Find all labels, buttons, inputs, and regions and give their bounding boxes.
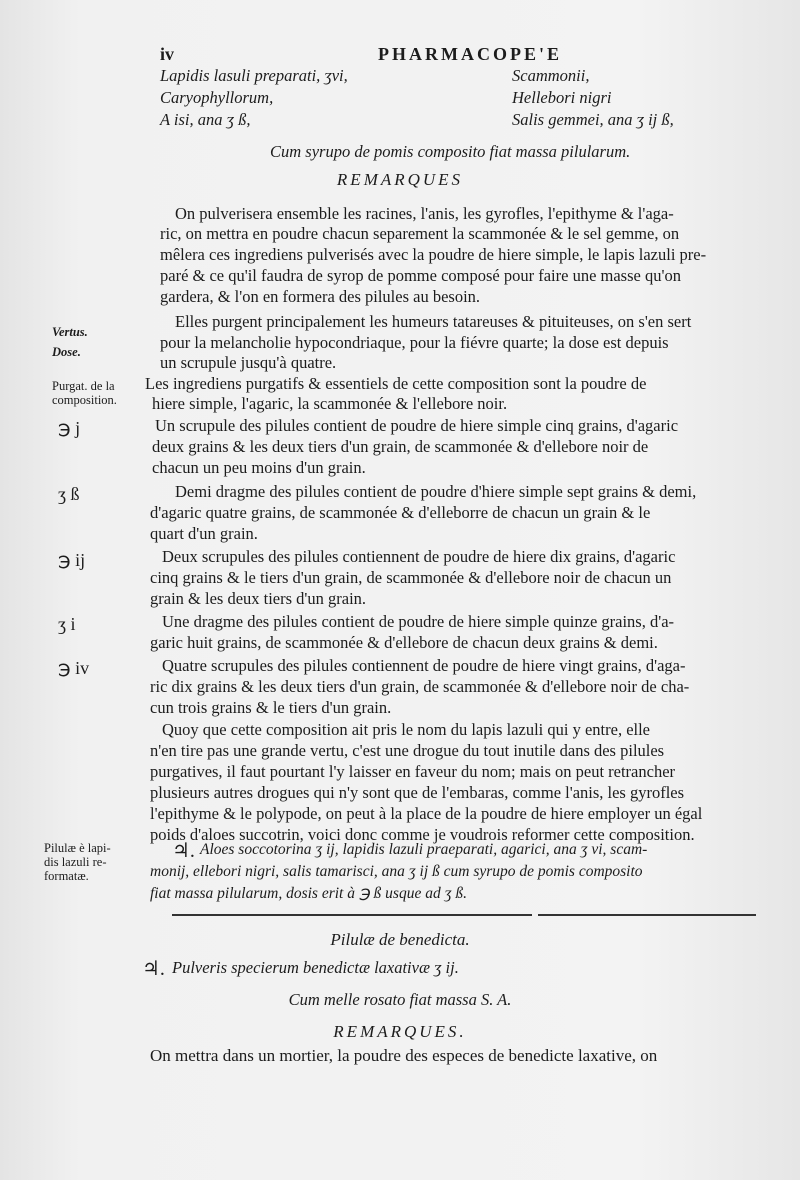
ingredient-right: Hellebori nigri [512, 88, 612, 107]
running-title: PHARMACOPE'E [378, 44, 562, 64]
text-line: deux grains & les deux tiers d'un grain, de scammonée & d'ellebore noir de [152, 437, 649, 456]
text-line: cinq grains & le tiers d'un grain, de scammonée & d'ellebore noir de chacun un [150, 568, 672, 587]
text-line: ric, on mettra en poudre chacun separement la scammonée & le sel gemme, on [160, 224, 680, 243]
margin-symbol: ℈ ij [58, 550, 86, 570]
text-line: Demi dragme des pilules contient de poudre d'hiere simple sept grains & demi, [175, 482, 697, 501]
separator-rule [172, 914, 532, 916]
recipe-symbol: ♃. [172, 840, 195, 862]
text-line: Quatre scrupules des pilules contiennent de poudre de hiere vingt grains, d'aga- [162, 656, 686, 675]
formula-line: Cum melle rosato fiat massa S. A. [288, 990, 512, 1009]
text-line: l'epithyme & le polypode, on peut à la place de la poudre de hiere employer un égal [150, 804, 703, 823]
text-line: quart d'un grain. [150, 524, 258, 543]
text-line: Elles purgent principalement les humeurs tatareuses & pituiteuses, on s'en sert [175, 312, 692, 331]
text-line: hiere simple, l'agaric, la scammonée & l'ellebore noir. [152, 394, 508, 413]
margin-note-purgat: Purgat. de la [52, 379, 115, 393]
margin-symbol: ʒ i [58, 614, 76, 634]
text-line: plusieurs autres drogues qui n'y sont que de l'embaras, comme l'anis, les gyrofles [150, 783, 685, 802]
text-line: garic huit grains, de scammonée & d'ellebore de chacun deux grains & demi. [150, 633, 658, 652]
text-line: purgatives, il faut pourtant l'y laisser en faveur du nom; mais on peut retrancher [150, 762, 676, 781]
recipe-line: fiat massa pilularum, dosis erit à ℈ ß usque ad ʒ ß. [150, 885, 467, 902]
text-line: Un scrupule des pilules contient de poudre de hiere simple cinq grains, d'agaric [155, 416, 679, 435]
margin-note-purgat: composition. [52, 393, 117, 407]
section-title: Pilulæ de benedicta. [330, 930, 470, 949]
ingredient-right: Scammonii, [512, 66, 590, 85]
text-line: Les ingrediens purgatifs & essentiels de cette composition sont la poudre de [145, 374, 647, 393]
remarques-heading: REMARQUES. [333, 1022, 467, 1041]
text-line: Deux scrupules des pilules contiennent de poudre de hiere dix grains, d'agaric [162, 547, 676, 566]
separator-rule [538, 914, 756, 916]
text-line: un scrupule jusqu'à quatre. [160, 353, 337, 372]
text-line: Une dragme des pilules contient de poudre de hiere simple quinze grains, d'a- [162, 612, 675, 631]
text-line: paré & ce qu'il faudra de syrop de pomme composé pour faire une masse qu'on [160, 266, 681, 285]
formula-line: Cum syrupo de pomis composito fiat massa pilularum. [270, 142, 631, 161]
margin-symbol: ℈ iv [58, 658, 90, 678]
ingredient-left: Caryophyllorum, [160, 88, 274, 107]
recipe-symbol: ♃. [142, 958, 165, 980]
text-line: poids d'aloes succotrin, voici donc comme je voudrois reformer cette composition. [150, 825, 695, 844]
text-line: n'en tire pas une grande vertu, c'est une drogue du tout inutile dans des pilules [150, 741, 665, 760]
margin-symbol: ʒ ß [58, 484, 80, 504]
text-line: On pulverisera ensemble les racines, l'anis, les gyrofles, l'epithyme & l'aga- [175, 204, 674, 223]
text-line: cun trois grains & le tiers d'un grain. [150, 698, 392, 717]
text-line: pour la melancholie hypocondriaque, pour la fiévre quarte; la dose est depuis [160, 333, 669, 352]
text-line: Quoy que cette composition ait pris le nom du lapis lazuli qui y entre, elle [162, 720, 651, 739]
recipe-line: Pulveris specierum benedictæ laxativæ ʒ ij. [172, 958, 459, 977]
text-line: On mettra dans un mortier, la poudre des especes de benedicte laxative, on [150, 1046, 658, 1065]
margin-note-pilulae: dis lazuli re- [44, 855, 107, 869]
text-line: grain & les deux tiers d'un grain. [150, 589, 367, 608]
ingredient-right: Salis gemmei, ana ʒ ij ß, [512, 110, 674, 129]
text-line: chacun un peu moins d'un grain. [152, 458, 366, 477]
ingredient-left: Lapidis lasuli preparati, ʒvi, [160, 66, 348, 85]
margin-note-dose: Dose. [52, 345, 81, 359]
recipe-line: Aloes soccotorina ʒ ij, lapidis lazuli praeparati, agarici, ana ʒ vi, scam- [200, 841, 648, 858]
margin-symbol: ℈ j [58, 418, 81, 438]
text-line: mêlera ces ingrediens pulverisés avec la poudre de hiere simple, le lapis lazuli pre- [160, 245, 707, 264]
text-line: ric dix grains & les deux tiers d'un grain, de scammonée & d'ellebore noir de cha- [150, 677, 690, 696]
page-number: iv [160, 44, 175, 64]
remarques-heading: REMARQUES [336, 170, 464, 189]
ingredient-left: A isi, ana ʒ ß, [160, 110, 251, 129]
margin-note-virtus: Vertus. [52, 325, 88, 339]
text-line: d'agaric quatre grains, de scammonée & d'elleborre de chacun un grain & le [150, 503, 651, 522]
margin-note-pilulae: formatæ. [44, 869, 89, 883]
text-line: gardera, & l'on en formera des pilules au besoin. [160, 287, 481, 306]
recipe-line: monij, ellebori nigri, salis tamarisci, ana ʒ ij ß cum syrupo de pomis composito [150, 863, 643, 880]
margin-note-pilulae: Pilulæ è lapi- [44, 841, 111, 855]
